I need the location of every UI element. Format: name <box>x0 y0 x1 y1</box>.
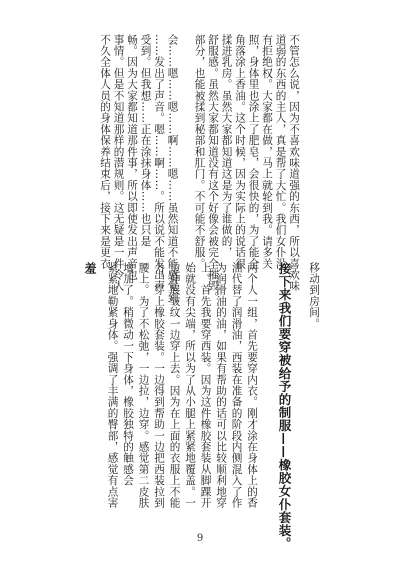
text-column: 增加了。稍微动一下身体，橡胶独特的触感会 <box>122 262 134 486</box>
text-column: 有拒绝权。大家都在做，马上就轮到我。请多关 <box>261 34 273 270</box>
text-column: 始就没有尖端，所以为了从小腿上紧紧地覆盖。一 <box>184 262 196 509</box>
text-column: 不管怎么说，因为不喜欢味道强的东西，所以喜欢味 <box>288 34 300 292</box>
text-column: 畅。因为大家都知道那件事，所以即使发出声音也 <box>126 34 138 281</box>
text-column: 上。首先我要穿西装。因为这件橡胶套装从脚踝开 <box>199 262 212 509</box>
text-column: 油代替了润滑油，西装在准备的阶段内侧混入了作 <box>230 262 243 509</box>
text-column: 力。穿上橡胶套装。一边得到帮助一边把西装拉到 <box>153 262 165 509</box>
text-column: ……发出了声音。嗯……啊……。所以说不能发出声 <box>153 34 165 292</box>
text-column: 部分，也能被揉到秘部和肛门。不可能不舒服。 <box>193 34 206 270</box>
page-number: 9 <box>196 533 204 544</box>
text-column: 道弱的东西的主人，真是帮了大忙。我们女仆没 <box>274 34 287 270</box>
text-column: 受到。但我想……正在涂抹身体……也只是 <box>139 34 152 247</box>
text-column: 为润滑油的油，如果有帮助的话可以比较顺利地穿 <box>215 262 227 509</box>
text-column: 会……嗯……嗯……啊……嗯……虽然知道不能感觉到 <box>166 34 179 303</box>
text-column: 接下来我们要穿被给予的制服——橡胶女仆套装。 <box>277 262 292 551</box>
text-column: 腰上。为了不松弛，一边拉，边穿。感觉第二皮肤 <box>137 262 150 509</box>
text-column: 角落涂上香油。这个时候，因为实际上的说话很 <box>234 34 246 270</box>
text-column: 事情。但是不知道那样的潜规则。这无疑是一件令人 <box>112 34 125 292</box>
text-column: 移动到房间。 <box>308 262 320 330</box>
text-column: 两个人一组，首先要穿内衣。刚才涂在身体上的香 <box>246 262 258 509</box>
text-column: 不久全体人员的身体保养结束后，接下来是更衣 <box>99 34 111 270</box>
text-column: 紧紧地勒紧身体。强调了丰满的臀部，感觉有点害 <box>106 262 119 509</box>
text-column: 边伸展皱纹一边穿上去。因为在上面的衣服上不能 <box>168 262 181 509</box>
text-column: 揉进乳房。虽然大家都知道这是为了谁做的， <box>220 34 233 258</box>
end-mark: 羞 <box>83 262 97 275</box>
text-column: 照，身体里也涂上了肥皂，会很快的，为了能全 <box>247 34 260 270</box>
text-column: 舒服感。虽然大家都知道没有这个好像会被完全摧毁。 <box>207 34 219 303</box>
